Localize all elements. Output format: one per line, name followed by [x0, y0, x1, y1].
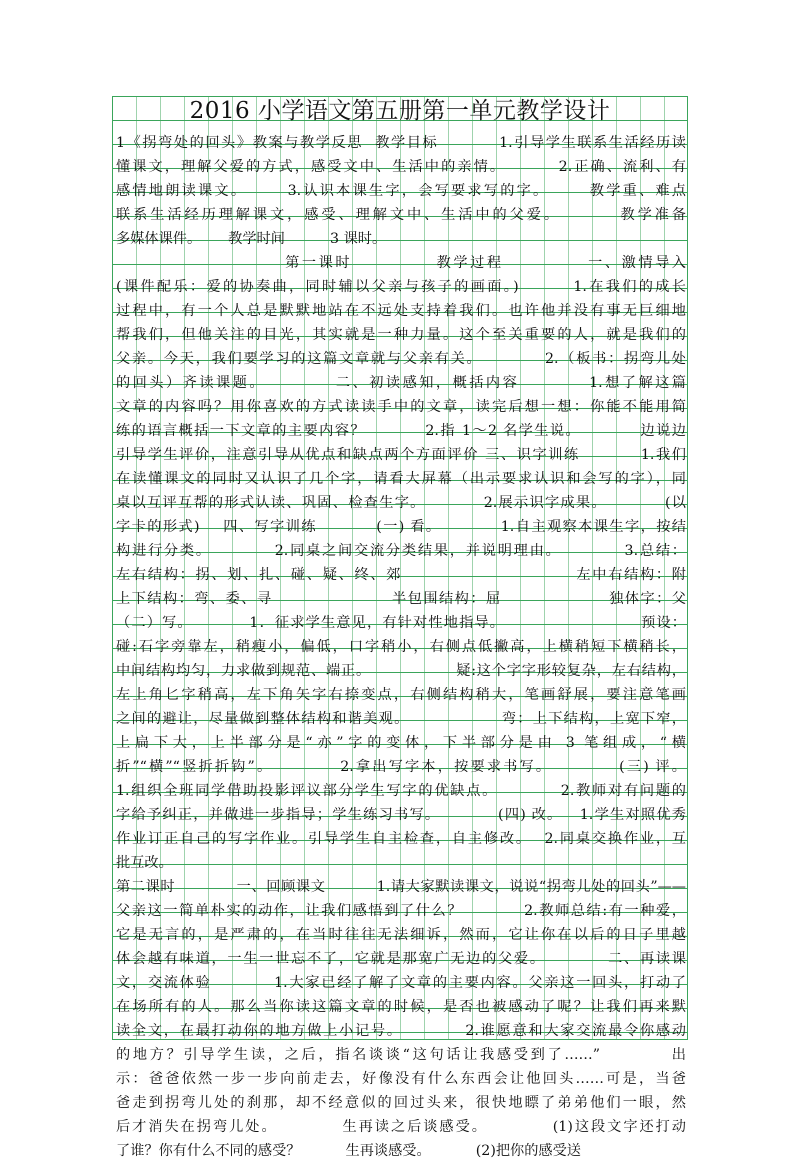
- text-line: 构进行分类。 2.同桌之间交流分类结果，并说明理由。 3.总结：: [116, 543, 686, 559]
- text-line: 在场所有的人。那么当你读这篇文章的时候，是否也被感动了呢？让我们再来默: [116, 999, 686, 1015]
- text-line: 中间结构均匀，力求做到规范、端正。 疑:这个字字形较复杂，左右结构，: [116, 663, 686, 679]
- text-line: 示：爸爸依然一步一步向前走去，好像没有什么东西会让他回头……可是，当爸: [116, 1071, 686, 1087]
- text-line: 感情地朗读课文。 3.认识本课生字，会写要求写的字。 教学重、难点: [116, 183, 686, 199]
- text-line: 左上角匕字稍高，左下角矢字右捺变点，右侧结构稍大，笔画舒展，要注意笔画: [116, 687, 686, 703]
- text-line: 碰:石字旁靠左，稍瘦小，偏低，口字稍小，右侧点低撇高，上横稍短下横稍长，: [116, 639, 686, 655]
- text-line: 桌以互评互帮的形式认读、巩固、检查生字。 2.展示识字成果。 (以: [116, 495, 686, 511]
- text-line: 上下结构：弯、委、寻 半包围结构：屈 独体字：父: [116, 591, 686, 607]
- text-line: 之间的避让，尽量做到整体结构和谐美观。 弯：上下结构，上宽下窄，: [116, 711, 686, 727]
- text-line: 懂课文，理解父爱的方式，感受文中、生活中的亲情。 2.正确、流利、有: [116, 159, 686, 175]
- text-line: 读全文，在最打动你的地方做上小记号。 2.谁愿意和大家交流最令你感动: [116, 1023, 686, 1039]
- text-line: 爸走到拐弯儿处的刹那，却不经意似的回过头来，很快地瞟了弟弟他们一眼，然: [116, 1095, 686, 1111]
- text-line: 在读懂课文的同时又认识了几个字，请看大屏幕（出示要求认识和会写的字），同: [116, 471, 686, 487]
- text-line: 后才消失在拐弯儿处。 生再读之后谈感受。 (1)这段文字还打动: [116, 1119, 686, 1135]
- text-line: 引导学生评价，注意引导从优点和缺点两个方面评价 三、识字训练 1.我们: [116, 447, 686, 463]
- text-line: 过程中，有一个人总是默默地站在不远处支持着我们。也许他并没有事无巨细地: [116, 303, 686, 319]
- text-line: 折”“横”“竖折折钩”。 2.拿出写字本，按要求书写。 (三) 评。: [116, 759, 686, 775]
- text-line: 文，交流体验 1.大家已经了解了文章的主要内容。父亲这一回头，打动了: [116, 975, 686, 991]
- text-line: 左右结构：拐、划、扎、碰、疑、终、郊 左中右结构：附: [116, 567, 686, 583]
- document-title: 2016 小学语文第五册第一单元教学设计: [189, 98, 611, 124]
- text-line: 文章的内容吗？用你喜欢的方式读读手中的文章，读完后想一想：你能不能用简: [116, 399, 686, 415]
- text-line: (课件配乐：爱的协奏曲，同时辅以父亲与孩子的画面。) 1.在我们的成长: [116, 279, 686, 295]
- text-line: 联系生活经历理解课文，感受、理解文中、生活中的父爱。 教学准备: [116, 207, 686, 223]
- text-line: 作业订正自己的写字作业。引导学生自主检查，自主修改。 2.同桌交换作业，互: [116, 831, 686, 847]
- text-line: 批互改。: [116, 855, 173, 871]
- text-line: 了谁？你有什么不同的感受？ 生再谈感受。 (2)把你的感受送: [116, 1143, 581, 1159]
- text-line: 帮我们，但他关注的目光，其实就是一种力量。这个至关重要的人，就是我们的: [116, 327, 686, 343]
- text-line: 的回头）齐读课题。 二、初读感知，概括内容 1.想了解这篇: [116, 375, 686, 391]
- text-line: 1.组织全班同学借助投影评议部分学生写字的优缺点。 2.教师对有问题的: [116, 783, 686, 799]
- text-line: 字卡的形式) 四、写字训练 (一) 看。 1.自主观察本课生字，按结: [116, 519, 686, 535]
- text-line: 1《拐弯处的回头》教案与教学反思 教学目标 1.引导学生联系生活经历读: [116, 135, 686, 151]
- text-line: 练的语言概括一下文章的主要内容？ 2.指 1～2 名学生说。 边说边: [116, 423, 686, 439]
- text-line: 父亲这一简单朴实的动作，让我们感悟到了什么？ 2.教师总结:有一种爱，: [116, 903, 686, 919]
- text-line: 父亲。今天，我们要学习的这篇文章就与父亲有关。 2.（板书：拐弯儿处: [116, 351, 686, 367]
- text-line: （二）写。 1．征求学生意见，有针对性地指导。 预设：: [116, 615, 686, 631]
- text-line: 第一课时 教学过程 一、激情导入: [116, 255, 686, 271]
- text-line: 体会越有味道，一生一世忘不了，它就是那宽广无边的父爱。 二、再读课: [116, 951, 686, 967]
- text-line: 第二课时 一、回顾课文 1.请大家默读课文，说说“拐弯儿处的回头”——: [116, 879, 686, 895]
- text-line: 上扁下大，上半部分是“亦”字的变体，下半部分是由 3 笔组成，“横: [116, 735, 686, 751]
- text-line: 多媒体课件。 教学时间 3 课时。: [116, 231, 387, 247]
- document-body: [116, 131, 686, 1163]
- text-line: 它是无言的，是严肃的，在当时往往无法细诉，然而，它让你在以后的日子里越: [116, 927, 686, 943]
- text-line: 的地方？引导学生读，之后，指名谈谈“这句话让我感受到了……” 出: [116, 1047, 686, 1063]
- text-line: 字给予纠正，并做进一步指导；学生练习书写。 (四) 改。 1.学生对照优秀: [116, 807, 686, 823]
